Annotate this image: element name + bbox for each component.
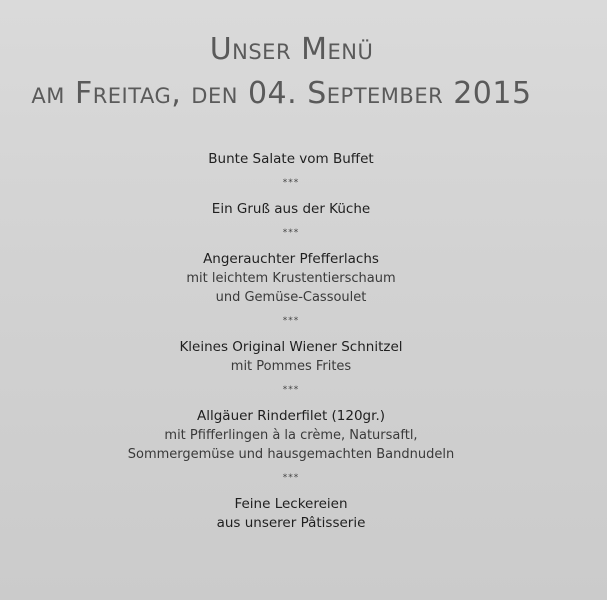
course-description: mit Pfifferlingen à la crème, Natursaftl, — [164, 428, 418, 443]
course-4 — [0, 338, 582, 376]
course-name: Feine Leckereien — [234, 496, 348, 512]
course-name: Kleines Original Wiener Schnitzel — [179, 339, 403, 355]
course-5 — [0, 407, 582, 464]
course-description: und Gemüse-Cassoulet — [215, 290, 367, 305]
course-separator: *** — [282, 385, 300, 395]
menu-title: Unser Menü — [209, 32, 374, 67]
course-description: Sommergemüse und hausgemachten Bandnudeln — [127, 447, 455, 462]
course-2 — [0, 200, 582, 219]
course-name: Allgäuer Rinderfilet (120gr.) — [196, 408, 385, 424]
course-name-line2: aus unserer Pâtisserie — [216, 515, 366, 531]
course-name: Angerauchter Pfefferlachs — [203, 251, 379, 267]
course-separator: *** — [282, 316, 300, 326]
course-separator: *** — [282, 178, 300, 188]
course-name: Bunte Salate vom Buffet — [208, 151, 374, 167]
course-6 — [0, 495, 582, 533]
course-separator: *** — [282, 228, 300, 238]
course-separator: *** — [282, 473, 300, 483]
menu-list — [0, 150, 582, 533]
course-3 — [0, 250, 582, 307]
course-name: Ein Gruß aus der Küche — [211, 201, 371, 217]
course-1 — [0, 150, 582, 169]
course-description: mit Pommes Frites — [230, 359, 352, 374]
course-description: mit leichtem Krustentierschaum — [186, 271, 396, 286]
menu-date: am Freitag, den 04. September 2015 — [31, 76, 532, 111]
